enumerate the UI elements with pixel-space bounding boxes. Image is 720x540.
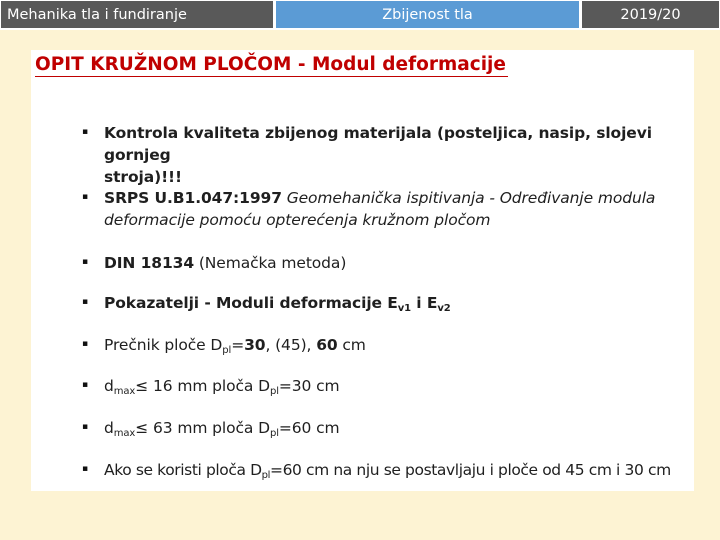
- list-item: [104, 417, 689, 439]
- bullet-icon: ▪: [82, 464, 89, 474]
- item-text: Kontrola kvaliteta zbijenog materijala (posteljica, nasip, slojevi gornjeg: [104, 124, 652, 164]
- subscript: v2: [437, 303, 451, 314]
- subscript: pl: [269, 428, 279, 439]
- list-item: [104, 334, 689, 356]
- item-text: i E: [411, 294, 438, 312]
- item-text: d: [104, 419, 114, 437]
- list-item: [104, 459, 689, 481]
- item-text: Geomehanička ispitivanja - Određivanje modula: [281, 189, 656, 207]
- list-item: [104, 292, 689, 314]
- bullet-icon: ▪: [82, 297, 89, 307]
- subscript: v1: [397, 303, 412, 314]
- bullet-icon: ▪: [82, 422, 89, 432]
- item-text: stroja)!!!: [104, 168, 182, 186]
- course-label: Mehanika tla i fundiranje: [1, 1, 273, 28]
- list-item: [104, 375, 689, 397]
- item-text: ≤ 63 mm ploča D: [135, 419, 270, 437]
- subscript: max: [113, 428, 136, 439]
- list-item: [104, 187, 689, 231]
- bullet-icon: ▪: [82, 339, 89, 349]
- standard-code: DIN 18134: [104, 254, 195, 272]
- item-text: =30 cm: [278, 377, 340, 395]
- bullet-icon: ▪: [82, 380, 89, 390]
- header-bar: [0, 0, 720, 30]
- subscript: pl: [261, 470, 270, 481]
- item-text: cm: [337, 336, 366, 354]
- item-text: ≤ 16 mm ploča D: [135, 377, 270, 395]
- item-text: (Nemačka metoda): [194, 254, 347, 272]
- item-text: Pokazatelji - Moduli deformacije E: [104, 294, 398, 312]
- subscript: pl: [222, 345, 232, 356]
- item-text: Ako se koristi ploča D: [104, 461, 262, 479]
- value-bold: 60: [316, 336, 338, 354]
- item-text: d: [104, 377, 114, 395]
- item-text: deformacije pomoću opterećenja kružnom pločom: [104, 211, 491, 229]
- item-text: =60 cm na nju se postavljaju i ploče od 45 cm i 30 cm: [270, 461, 671, 479]
- item-text: Prečnik ploče D: [104, 336, 223, 354]
- slide-title: OPIT KRUŽNOM PLOČOM - Modul deformacije: [35, 54, 506, 75]
- item-text: =60 cm: [278, 419, 340, 437]
- value-bold: 30: [244, 336, 266, 354]
- subscript: max: [113, 386, 136, 397]
- standard-code: SRPS U.B1.047:1997: [104, 189, 282, 207]
- subscript: pl: [269, 386, 279, 397]
- list-item: [104, 122, 689, 188]
- bullet-icon: ▪: [82, 257, 89, 267]
- item-text: , (45),: [265, 336, 317, 354]
- year-label: 2019/20: [582, 1, 719, 28]
- bullet-icon: ▪: [82, 127, 89, 137]
- bullet-icon: ▪: [82, 192, 89, 202]
- list-item: [104, 252, 689, 274]
- item-text: =: [231, 336, 245, 354]
- topic-label: Zbijenost tla: [276, 1, 579, 28]
- slide-content: [31, 50, 694, 491]
